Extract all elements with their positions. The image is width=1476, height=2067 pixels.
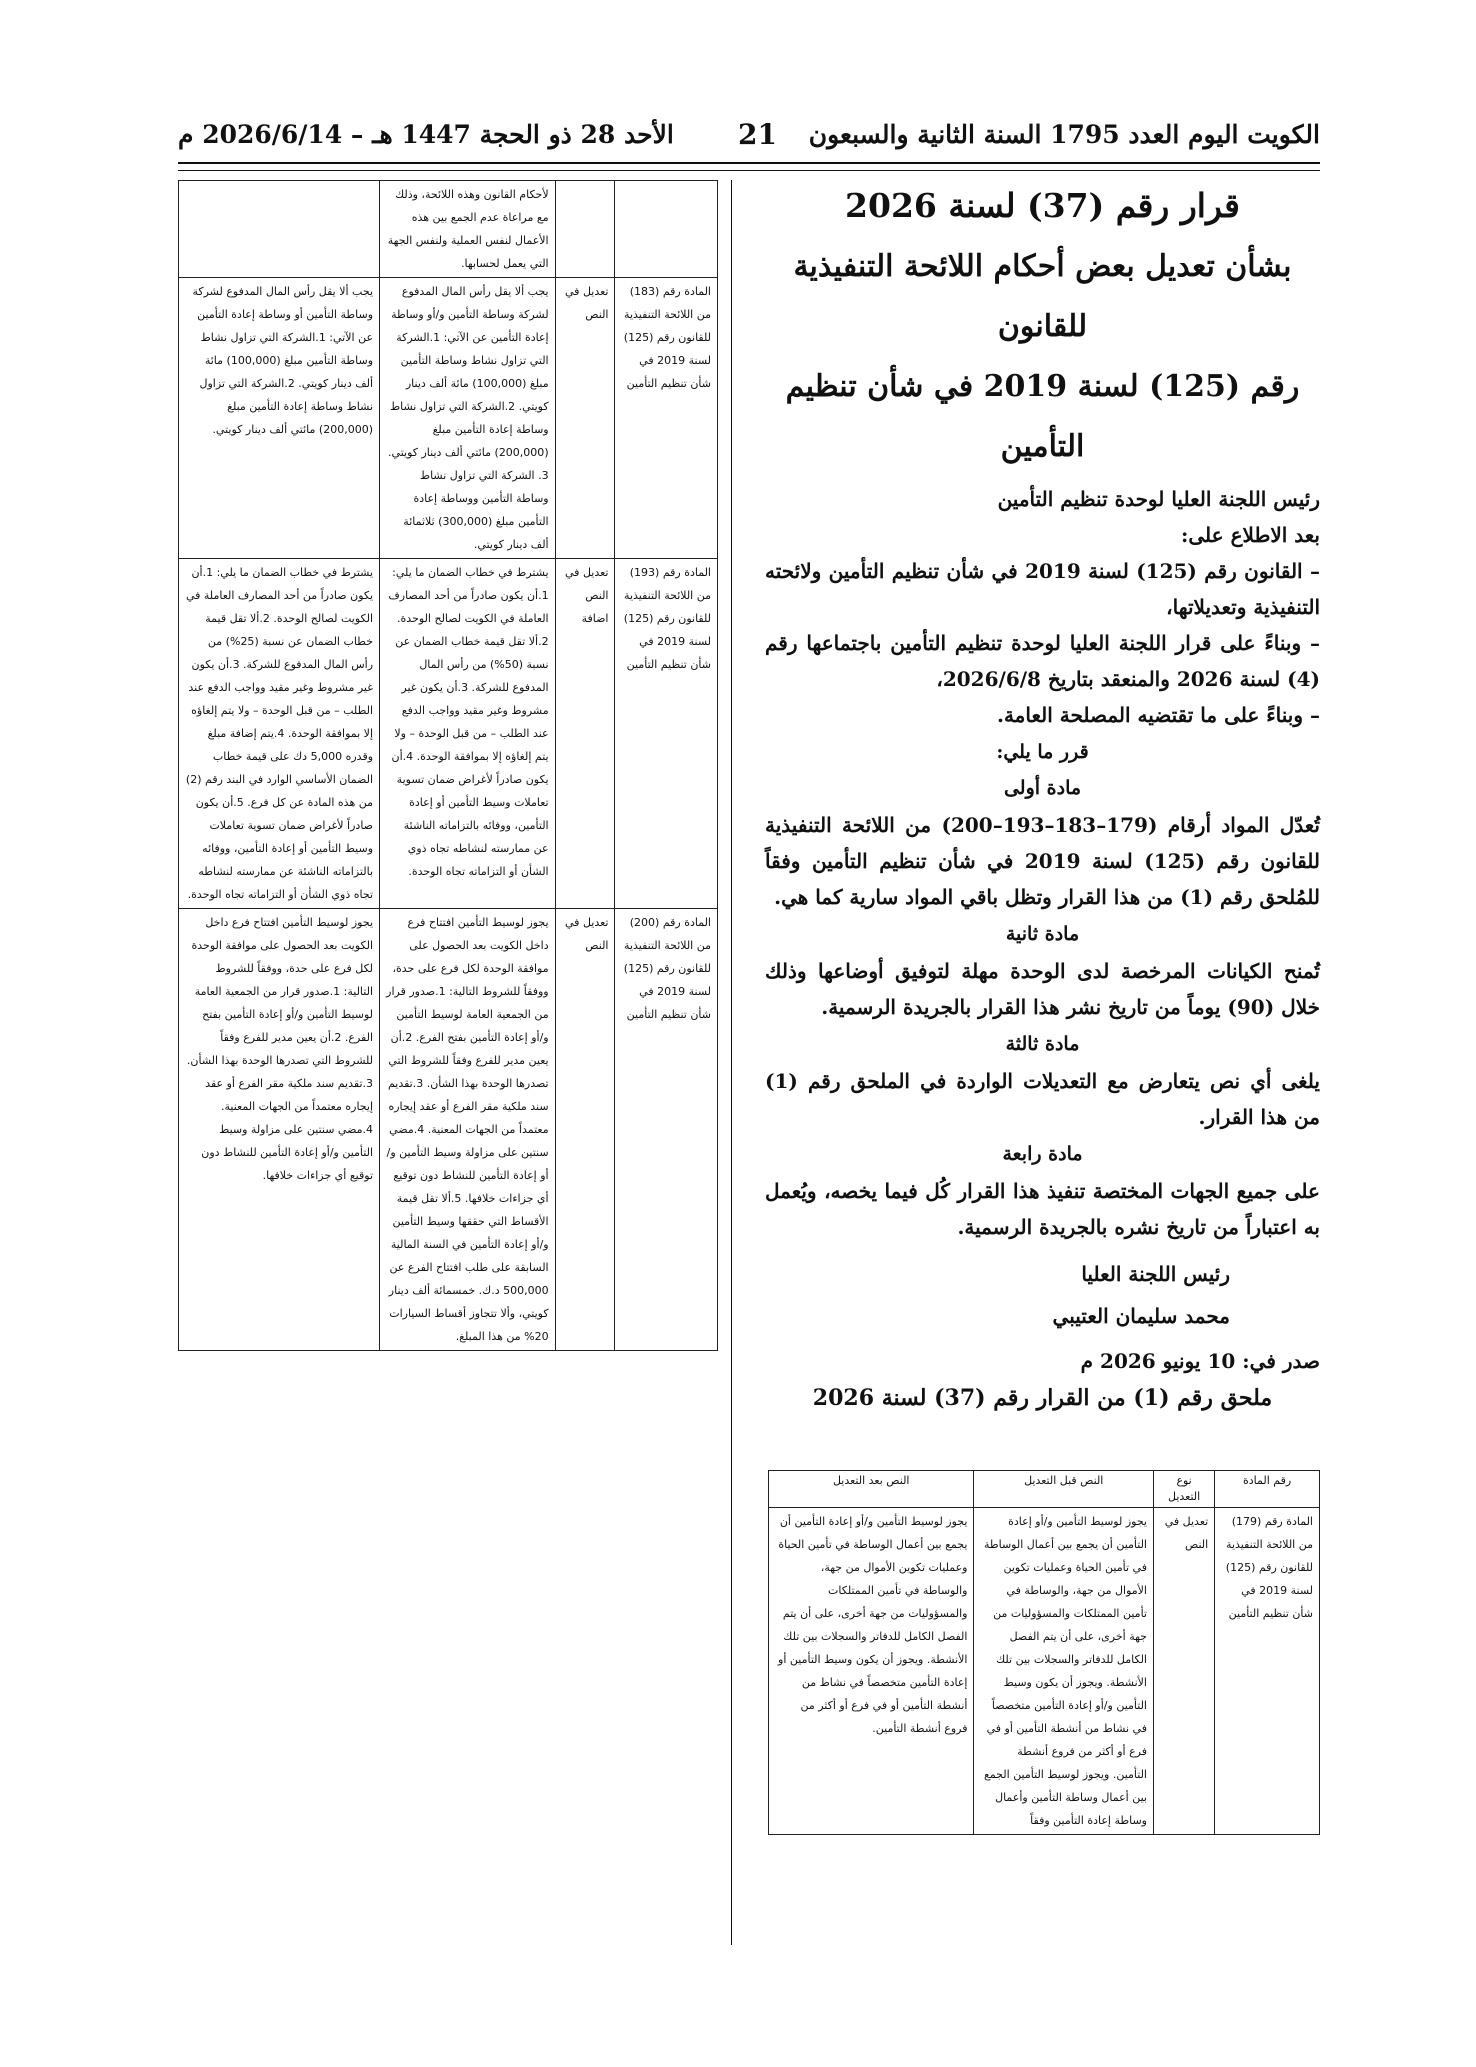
table-row [179,559,718,909]
col-before: النص قبل التعديل [974,1471,1154,1508]
decision-subject-line1: بشأن تعديل بعض أحكام اللائحة التنفيذية للقانون [793,249,1292,344]
signature-name: محمد سليمان العتيبي [1052,1304,1230,1328]
decision-title: قرار رقم (37) لسنة 2026 [845,186,1240,225]
review-intro: بعد الاطلاع على: [1181,523,1320,547]
after-cell: يشترط في خطاب الضمان ما يلي: 1.أن يكون صادراً من أحد المصارف العاملة في الكويت لصالح الوحدة. 2.ألا تقل قيمة خطاب الضمان عن نسبة (25%) من رأس المال المدفوع للشركة. 3.أن يكون غير مشروط وغير مقيد وواجب الدفع عند الطلب – من قبل الوحدة – ولا يتم إلغاؤه إلا بموافقة الوحدة. 4.يتم إضافة مبلغ وقدره 5,000 دك على قيمة خطاب الضمان الأساسي الوارد في البند رقم (2) من هذه المادة عن كل فرع. 5.أن يكون صادراً لأغراض ضمان تسوية تعاملات وسيط التأمين أو إعادة التأمين، ووفائه بالتزاماته الناشئة عن ممارسته لنشاطه تجاه ذوي الشأن أو التزاماته تجاه الوحدة. [179,559,380,909]
review-item-1: – القانون رقم (125) لسنة 2019 في شأن تنظيم التأمين ولائحته التنفيذية وتعديلاتها، [765,559,1320,619]
col-article: رقم المادة [1215,1471,1320,1508]
article-3-text: يلغى أي نص يتعارض مع التعديلات الواردة في الملحق رقم (1) من هذا القرار. [765,1069,1320,1129]
article-2-text: تُمنح الكيانات المرخصة لدى الوحدة مهلة لتوفيق أوضاعها وذلك خلال (90) يوماً من تاريخ نشر هذا القرار بالجريدة الرسمية. [765,959,1320,1019]
page-number: 21 [738,118,777,151]
decision-subject-line2: رقم (125) لسنة 2019 في شأن تنظيم التأمين [785,369,1300,464]
header-rule [178,162,1320,164]
article-2-title: مادة ثانية [1005,923,1080,945]
article-4-text: على جميع الجهات المختصة تنفيذ هذا القرار كُل فيما يخصه، ويُعمل به اعتباراً من تاريخ نشره بالجريدة الرسمية. [765,1179,1320,1239]
issue-date-line: صدر في: 10 يونيو 2026 م [1080,1349,1320,1373]
gazette-issue: الكويت اليوم العدد 1795 السنة الثانية والسبعون [808,120,1320,149]
article-cell: المادة رقم (193) من اللائحة التنفيذية للقانون رقم (125) لسنة 2019 في شأن تنظيم التأمين [615,559,718,909]
table-header-row [769,1471,1320,1508]
article-1-text: تُعدّل المواد أرقام (179–183–193–200) من اللائحة التنفيذية للقانون رقم (125) لسنة 2019 في شأن تنظيم التأمين وفقاً للمُلحق رقم (1) من هذا القرار وتظل باقي المواد سارية كما هي. [765,813,1320,909]
type-cell: تعديل في النص اضافة [555,559,615,909]
after-cell [179,181,380,278]
review-item-2: – وبناءً على قرار اللجنة العليا لوحدة تنظيم التأمين باجتماعها رقم (4) لسنة 2026 والمنعقد بتاريخ 2026/6/8، [765,631,1320,691]
issue-date: الأحد 28 ذو الحجة 1447 هـ – 2026/6/14 م [178,120,674,149]
header-rule-thin [178,170,1320,171]
after-cell: يجب ألا يقل رأس المال المدفوع لشركة وساطة التأمين أو وساطة إعادة التأمين عن الآتي: 1.الشركة التي تزاول نشاط وساطة التأمين مبلغ (100,000) مائة ألف دينار كويتي. 2.الشركة التي تزاول نشاط وساطة إعادة التأمين مبلغ (200,000) مائتي ألف دينار كويتي. [179,278,380,559]
after-cell: يجوز لوسيط التأمين افتتاح فرع داخل الكويت بعد الحصول على موافقة الوحدة لكل فرع على حدة، ووفقاً للشروط التالية: 1.صدور قرار من الجمعية العامة لوسيط التأمين و/أو إعادة التأمين بفتح الفرع. 2.أن يعين مدير للفرع وفقاً للشروط التي تصدرها الوحدة بهذا الشأن. 3.تقديم سند ملكية مقر الفرع أو عقد إيجاره معتمداً من الجهات المعنية. 4.مضي سنتين على مزاولة وسيط التأمين و/أو إعادة التأمين للنشاط دون توقيع أي جزاءات خلافها. [179,909,380,1351]
article-4-title: مادة رابعة [1002,1143,1083,1165]
before-cell: يجوز لوسيط التأمين و/أو إعادة التأمين أن يجمع بين أعمال الوساطة في تأمين الحياة وعمليات تكوين الأموال من جهة، والوساطة في تأمين الممتلكات والمسؤوليات من جهة أخرى، على أن يتم الفصل الكامل للدفاتر والسجلات بين تلك الأنشطة. ويجوز أن يكون وسيط التأمين و/أو إعادة التأمين متخصصاً في نشاط من أنشطة التأمين أو في فرع أو أكثر من فروع أنشطة التأمين. ويجوز لوسيط التأمين الجمع بين أعمال وساطة التأمين وأعمال وساطة إعادة التأمين وفقاً [974,1508,1154,1835]
table-row [179,909,718,1351]
article-cell: المادة رقم (179) من اللائحة التنفيذية للقانون رقم (125) لسنة 2019 في شأن تنظيم التأمين [1215,1508,1320,1835]
type-cell [555,181,615,278]
page-header [178,120,1320,160]
annex-table-left [178,180,718,1351]
col-type: نوع التعديل [1153,1471,1214,1508]
table-row [179,181,718,278]
review-item-3: – وبناءً على ما تقتضيه المصلحة العامة. [997,703,1320,727]
column-divider [731,180,732,1945]
table-row [179,278,718,559]
before-cell: يجوز لوسيط التأمين افتتاح فرع داخل الكويت بعد الحصول على موافقة الوحدة لكل فرع على حدة، ووفقاً للشروط التالية: 1.صدور قرار من الجمعية العامة لوسيط التأمين و/أو إعادة التأمين بفتح الفرع. 2.أن يعين مدير للفرع وفقاً للشروط التي تصدرها الوحدة بهذا الشأن. 3.تقديم سند ملكية مقر الفرع أو عقد إيجاره معتمداً من الجهات المعنية. 4.مضي سنتين على مزاولة وسيط التأمين و/أو إعادة التأمين للنشاط دون توقيع أي جزاءات خلافها. 5.ألا تقل قيمة الأقساط التي حققها وسيط التأمين و/أو إعادة التأمين في السنة المالية السابقة على طلب افتتاح الفرع عن 500,000 د.ك. خمسمائة ألف دينار كويتي، وألا تتجاوز أقساط السيارات 20% من هذا المبلغ. [380,909,556,1351]
col-after: النص بعد التعديل [769,1471,974,1508]
annex-title: ملحق رقم (1) من القرار رقم (37) لسنة 2026 [812,1385,1273,1411]
decision-column [765,185,1320,1417]
table-row [769,1508,1320,1835]
after-cell: يجوز لوسيط التأمين و/أو إعادة التأمين أن يجمع بين أعمال الوساطة في تأمين الحياة وعمليات تكوين الأموال من جهة، والوساطة في تأمين الممتلكات والمسؤوليات من جهة أخرى، على أن يتم الفصل الكامل للدفاتر والسجلات بين تلك الأنشطة. ويجوز أن يكون وسيط التأمين أو إعادة التأمين متخصصاً في نشاط من أنشطة التأمين أو في فرع أو أكثر من فروع أنشطة التأمين. [769,1508,974,1835]
article-cell [615,181,718,278]
annex-table-right [768,1470,1320,1835]
article-cell: المادة رقم (200) من اللائحة التنفيذية للقانون رقم (125) لسنة 2019 في شأن تنظيم التأمين [615,909,718,1351]
issuer: رئيس اللجنة العليا لوحدة تنظيم التأمين [997,487,1320,511]
type-cell: تعديل في النص [1153,1508,1214,1835]
decided-heading: قرر ما يلي: [996,741,1089,763]
signature-title: رئيس اللجنة العليا [1081,1262,1230,1286]
article-1-title: مادة أولى [1003,777,1082,799]
type-cell: تعديل في النص [555,909,615,1351]
article-3-title: مادة ثالثة [1005,1033,1080,1055]
before-cell: يشترط في خطاب الضمان ما يلي: 1.أن يكون صادراً من أحد المصارف العاملة في الكويت لصالح الوحدة. 2.ألا تقل قيمة خطاب الضمان عن نسبة (50%) من رأس المال المدفوع للشركة. 3.أن يكون غير مشروط وغير مقيد وواجب الدفع عند الطلب – من قبل الوحدة – ولا يتم إلغاؤه إلا بموافقة الوحدة. 4.أن يكون صادراً لأغراض ضمان تسوية تعاملات وسيط التأمين أو إعادة التأمين، ووفائه بالتزاماته الناشئة عن ممارسته لنشاطه تجاه ذوي الشأن أو التزاماته تجاه الوحدة. [380,559,556,909]
before-cell: يجب ألا يقل رأس المال المدفوع لشركة وساطة التأمين و/أو وساطة إعادة التأمين عن الآتي: 1.الشركة التي تزاول نشاط وساطة التأمين مبلغ (100,000) مائة ألف دينار كويتي. 2.الشركة التي تزاول نشاط وساطة إعادة التأمين مبلغ (200,000) مائتي ألف دينار كويتي. 3. الشركة التي تزاول نشاط وساطة التأمين ووساطة إعادة التأمين مبلغ (300,000) ثلاثمائة ألف دينار كويتي. [380,278,556,559]
article-cell: المادة رقم (183) من اللائحة التنفيذية للقانون رقم (125) لسنة 2019 في شأن تنظيم التأمين [615,278,718,559]
type-cell: تعديل في النص [555,278,615,559]
before-cell: لأحكام القانون وهذه اللائحة، وذلك مع مراعاة عدم الجمع بين هذه الأعمال لنفس العملية ولنفس الجهة التي يعمل لحسابها. [380,181,556,278]
